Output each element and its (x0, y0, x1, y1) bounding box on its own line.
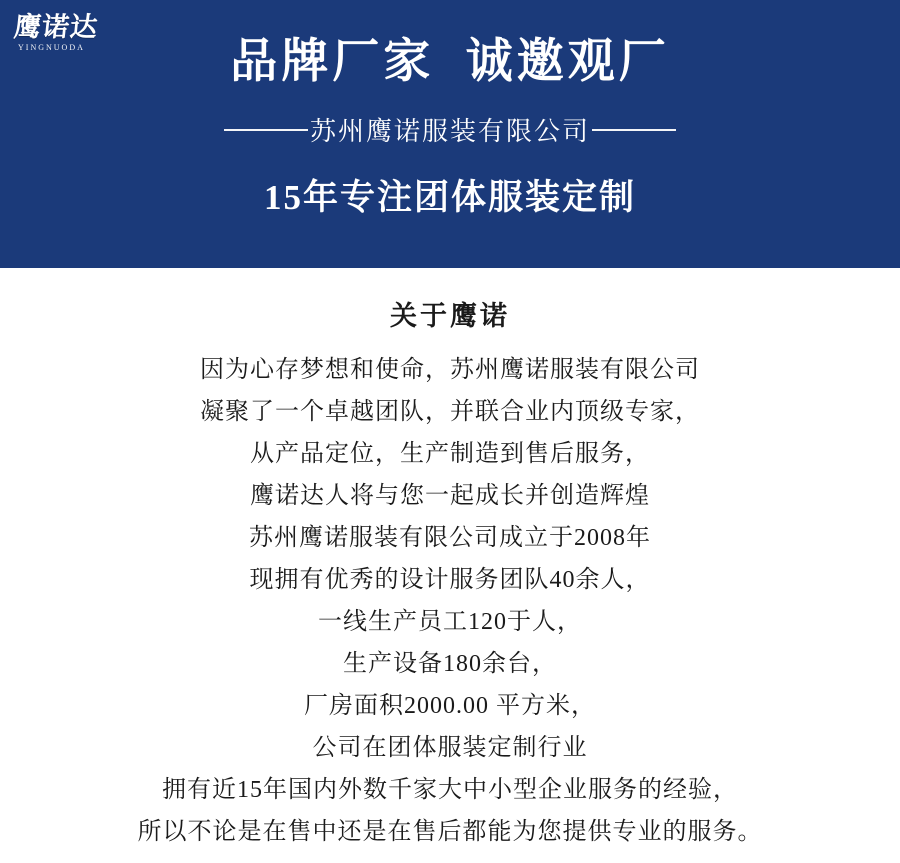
banner-content (0, 0, 900, 268)
header-banner (0, 0, 900, 268)
brand-logo-text: 鹰诺达 (12, 12, 100, 42)
about-section (0, 268, 900, 863)
about-line: 拥有近15年国内外数千家大中小型企业服务的经验， (162, 777, 738, 803)
company-name: 苏州鹰诺服装有限公司 (310, 117, 591, 147)
about-line: 所以不论是在售中还是在售后都能为您提供专业的服务。 (137, 819, 763, 845)
about-line: 因为心存梦想和使命，苏州鹰诺服装有限公司 (200, 357, 700, 383)
about-line: 从产品定位，生产制造到售后服务， (250, 441, 650, 467)
divider-right (592, 129, 676, 131)
about-line: 苏州鹰诺服装有限公司成立于2008年 (249, 525, 651, 551)
about-line: 现拥有优秀的设计服务团队40余人， (249, 567, 651, 593)
about-line: 一线生产员工120于人， (318, 609, 582, 635)
about-line: 公司在团体服装定制行业 (312, 735, 588, 761)
about-title: 关于鹰诺 (390, 301, 510, 331)
about-line: 生产设备180余台， (343, 651, 557, 677)
banner-tagline: 15年专注团体服装定制 (263, 178, 636, 218)
about-line: 鹰诺达人将与您一起成长并创造辉煌 (250, 483, 650, 509)
divider-left (224, 129, 308, 131)
about-paragraph (20, 349, 880, 853)
banner-headline: 品牌厂家 诚邀观厂 (230, 36, 670, 88)
about-line: 厂房面积2000.00 平方米， (304, 693, 596, 719)
about-line: 凝聚了一个卓越团队，并联合业内顶级专家， (200, 399, 700, 425)
company-name-row (224, 111, 676, 148)
brand-logo-subtext: YINGNUODA (18, 43, 85, 52)
